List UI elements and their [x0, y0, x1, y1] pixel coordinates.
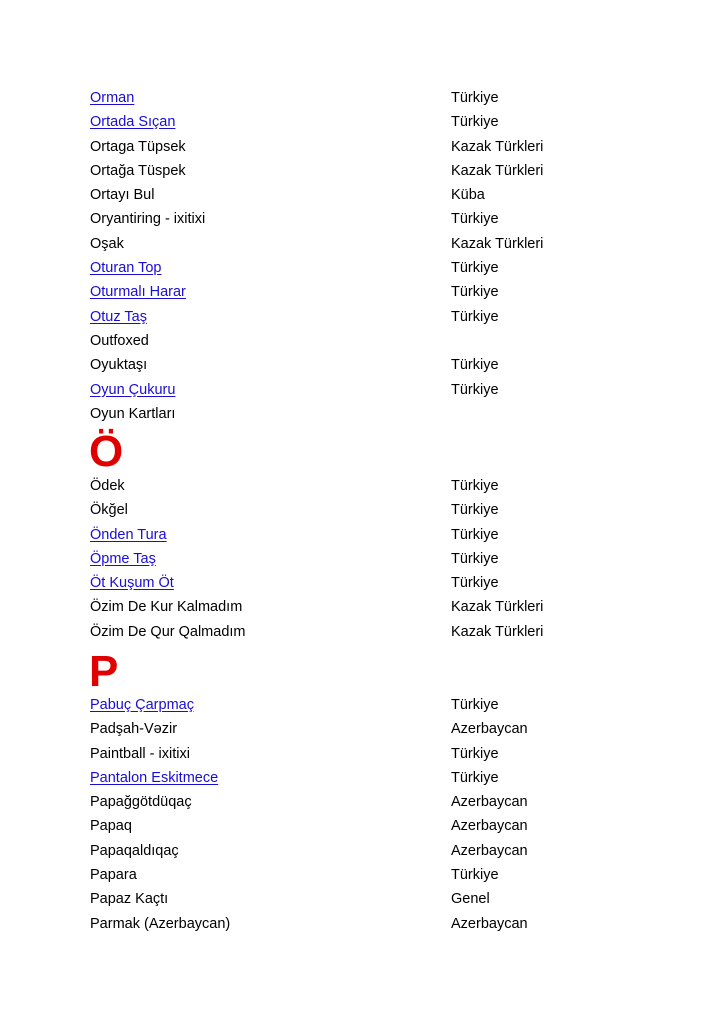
list-item: [90, 498, 650, 522]
game-link-otuz-tas[interactable]: Otuz Taş: [90, 308, 147, 325]
game-name: Padşah-Vəzir: [90, 721, 178, 738]
country-label: Türkiye: [451, 526, 499, 543]
country-label: Türkiye: [451, 745, 499, 762]
game-name: Özim De Kur Kalmadım: [90, 599, 243, 616]
game-link-oturan-top[interactable]: Oturan Top: [90, 260, 162, 277]
game-link-pantalon-eskitmece[interactable]: Pantalon Eskitmece: [90, 769, 219, 786]
game-name: Papağgötdüqaç: [90, 794, 192, 811]
section-heading-p: P: [89, 647, 119, 696]
list-item: [90, 256, 650, 280]
list-item: [90, 863, 650, 887]
game-name: Ökğel: [90, 502, 128, 519]
country-label: Genel: [451, 891, 490, 908]
section-o-umlaut-entries: [90, 474, 650, 644]
list-item: [90, 135, 650, 159]
country-label: Kazak Türkleri: [451, 599, 544, 616]
game-link-pabuc-carpmac[interactable]: Pabuç Çarpmaç: [90, 697, 194, 713]
list-item: [90, 790, 650, 814]
country-label: Türkiye: [451, 260, 499, 277]
country-label: Türkiye: [451, 308, 499, 325]
game-name: Oyuktaşı: [90, 357, 148, 374]
list-item: [90, 207, 650, 231]
country-label: Türkiye: [451, 114, 499, 131]
game-name: Ortayı Bul: [90, 187, 155, 204]
country-label: Azerbaycan: [451, 818, 528, 835]
list-item: [90, 474, 650, 498]
game-name: Ödek: [90, 478, 125, 494]
game-name: Ortağa Tüspek: [90, 162, 186, 179]
list-item: [90, 766, 650, 790]
list-item: [90, 280, 650, 304]
country-label: Türkiye: [451, 502, 499, 519]
list-item: [90, 402, 650, 426]
list-item: [90, 110, 650, 134]
country-label: Azerbaycan: [451, 794, 528, 811]
list-item: [90, 86, 650, 110]
country-label: Kazak Türkleri: [451, 235, 544, 252]
game-name: Outfoxed: [90, 332, 149, 349]
list-item: [90, 595, 650, 619]
list-item: [90, 232, 650, 256]
game-name: Papaqaldıqaç: [90, 842, 179, 859]
game-name: Oşak: [90, 235, 124, 252]
game-name: Parmak (Azerbaycan): [90, 915, 231, 932]
country-label: Kazak Türkleri: [451, 162, 544, 179]
game-name: Ortaga Tüpsek: [90, 138, 186, 155]
country-label: Türkiye: [451, 211, 499, 228]
list-item: [90, 523, 650, 547]
country-label: Türkiye: [451, 867, 499, 884]
list-item: [90, 742, 650, 766]
list-item: [90, 378, 650, 402]
country-label: Türkiye: [451, 550, 499, 567]
game-name: Özim De Qur Qalmadım: [90, 623, 246, 640]
country-label: Kazak Türkleri: [451, 138, 544, 155]
list-item: [90, 571, 650, 595]
country-label: Türkiye: [451, 575, 499, 592]
game-name: Papaq: [90, 818, 132, 835]
list-item: [90, 839, 650, 863]
game-name: Papaz Kaçtı: [90, 891, 169, 908]
game-name: Oyun Kartları: [90, 405, 176, 422]
country-label: Azerbaycan: [451, 721, 528, 738]
game-name: Papara: [90, 867, 137, 884]
game-link-orman[interactable]: Orman: [90, 90, 135, 106]
section-p-entries: [90, 693, 650, 936]
list-item: [90, 183, 650, 207]
list-item: [90, 620, 650, 644]
country-label: Küba: [451, 187, 485, 204]
game-name: Paintball - ixitixi: [90, 745, 190, 762]
country-label: Türkiye: [451, 90, 499, 106]
country-label: Türkiye: [451, 381, 499, 398]
list-item: [90, 814, 650, 838]
game-link-ortada-sican[interactable]: Ortada Sıçan: [90, 114, 176, 131]
list-item: [90, 329, 650, 353]
game-link-opme-tas[interactable]: Öpme Taş: [90, 550, 156, 567]
country-label: Türkiye: [451, 357, 499, 374]
country-label: Azerbaycan: [451, 842, 528, 859]
country-label: Kazak Türkleri: [451, 623, 544, 640]
game-link-onden-tura[interactable]: Önden Tura: [90, 526, 167, 543]
list-item: [90, 353, 650, 377]
game-link-oturmali-harar[interactable]: Oturmalı Harar: [90, 284, 186, 301]
section-heading-o-umlaut: Ö: [89, 427, 124, 476]
country-label: Türkiye: [451, 478, 499, 494]
country-label: Türkiye: [451, 284, 499, 301]
game-link-oyun-cukuru[interactable]: Oyun Çukuru: [90, 381, 176, 398]
country-label: Türkiye: [451, 697, 499, 713]
list-item: [90, 717, 650, 741]
game-link-ot-kusum-ot[interactable]: Öt Kuşum Öt: [90, 575, 174, 592]
game-name: Oryantiring - ixitixi: [90, 211, 206, 228]
list-item: [90, 887, 650, 911]
list-item: [90, 159, 650, 183]
country-label: Azerbaycan: [451, 915, 528, 932]
list-item: [90, 912, 650, 936]
list-item: [90, 305, 650, 329]
list-item: [90, 693, 650, 717]
section-o-entries: [90, 86, 650, 426]
country-label: Türkiye: [451, 769, 499, 786]
list-item: [90, 547, 650, 571]
